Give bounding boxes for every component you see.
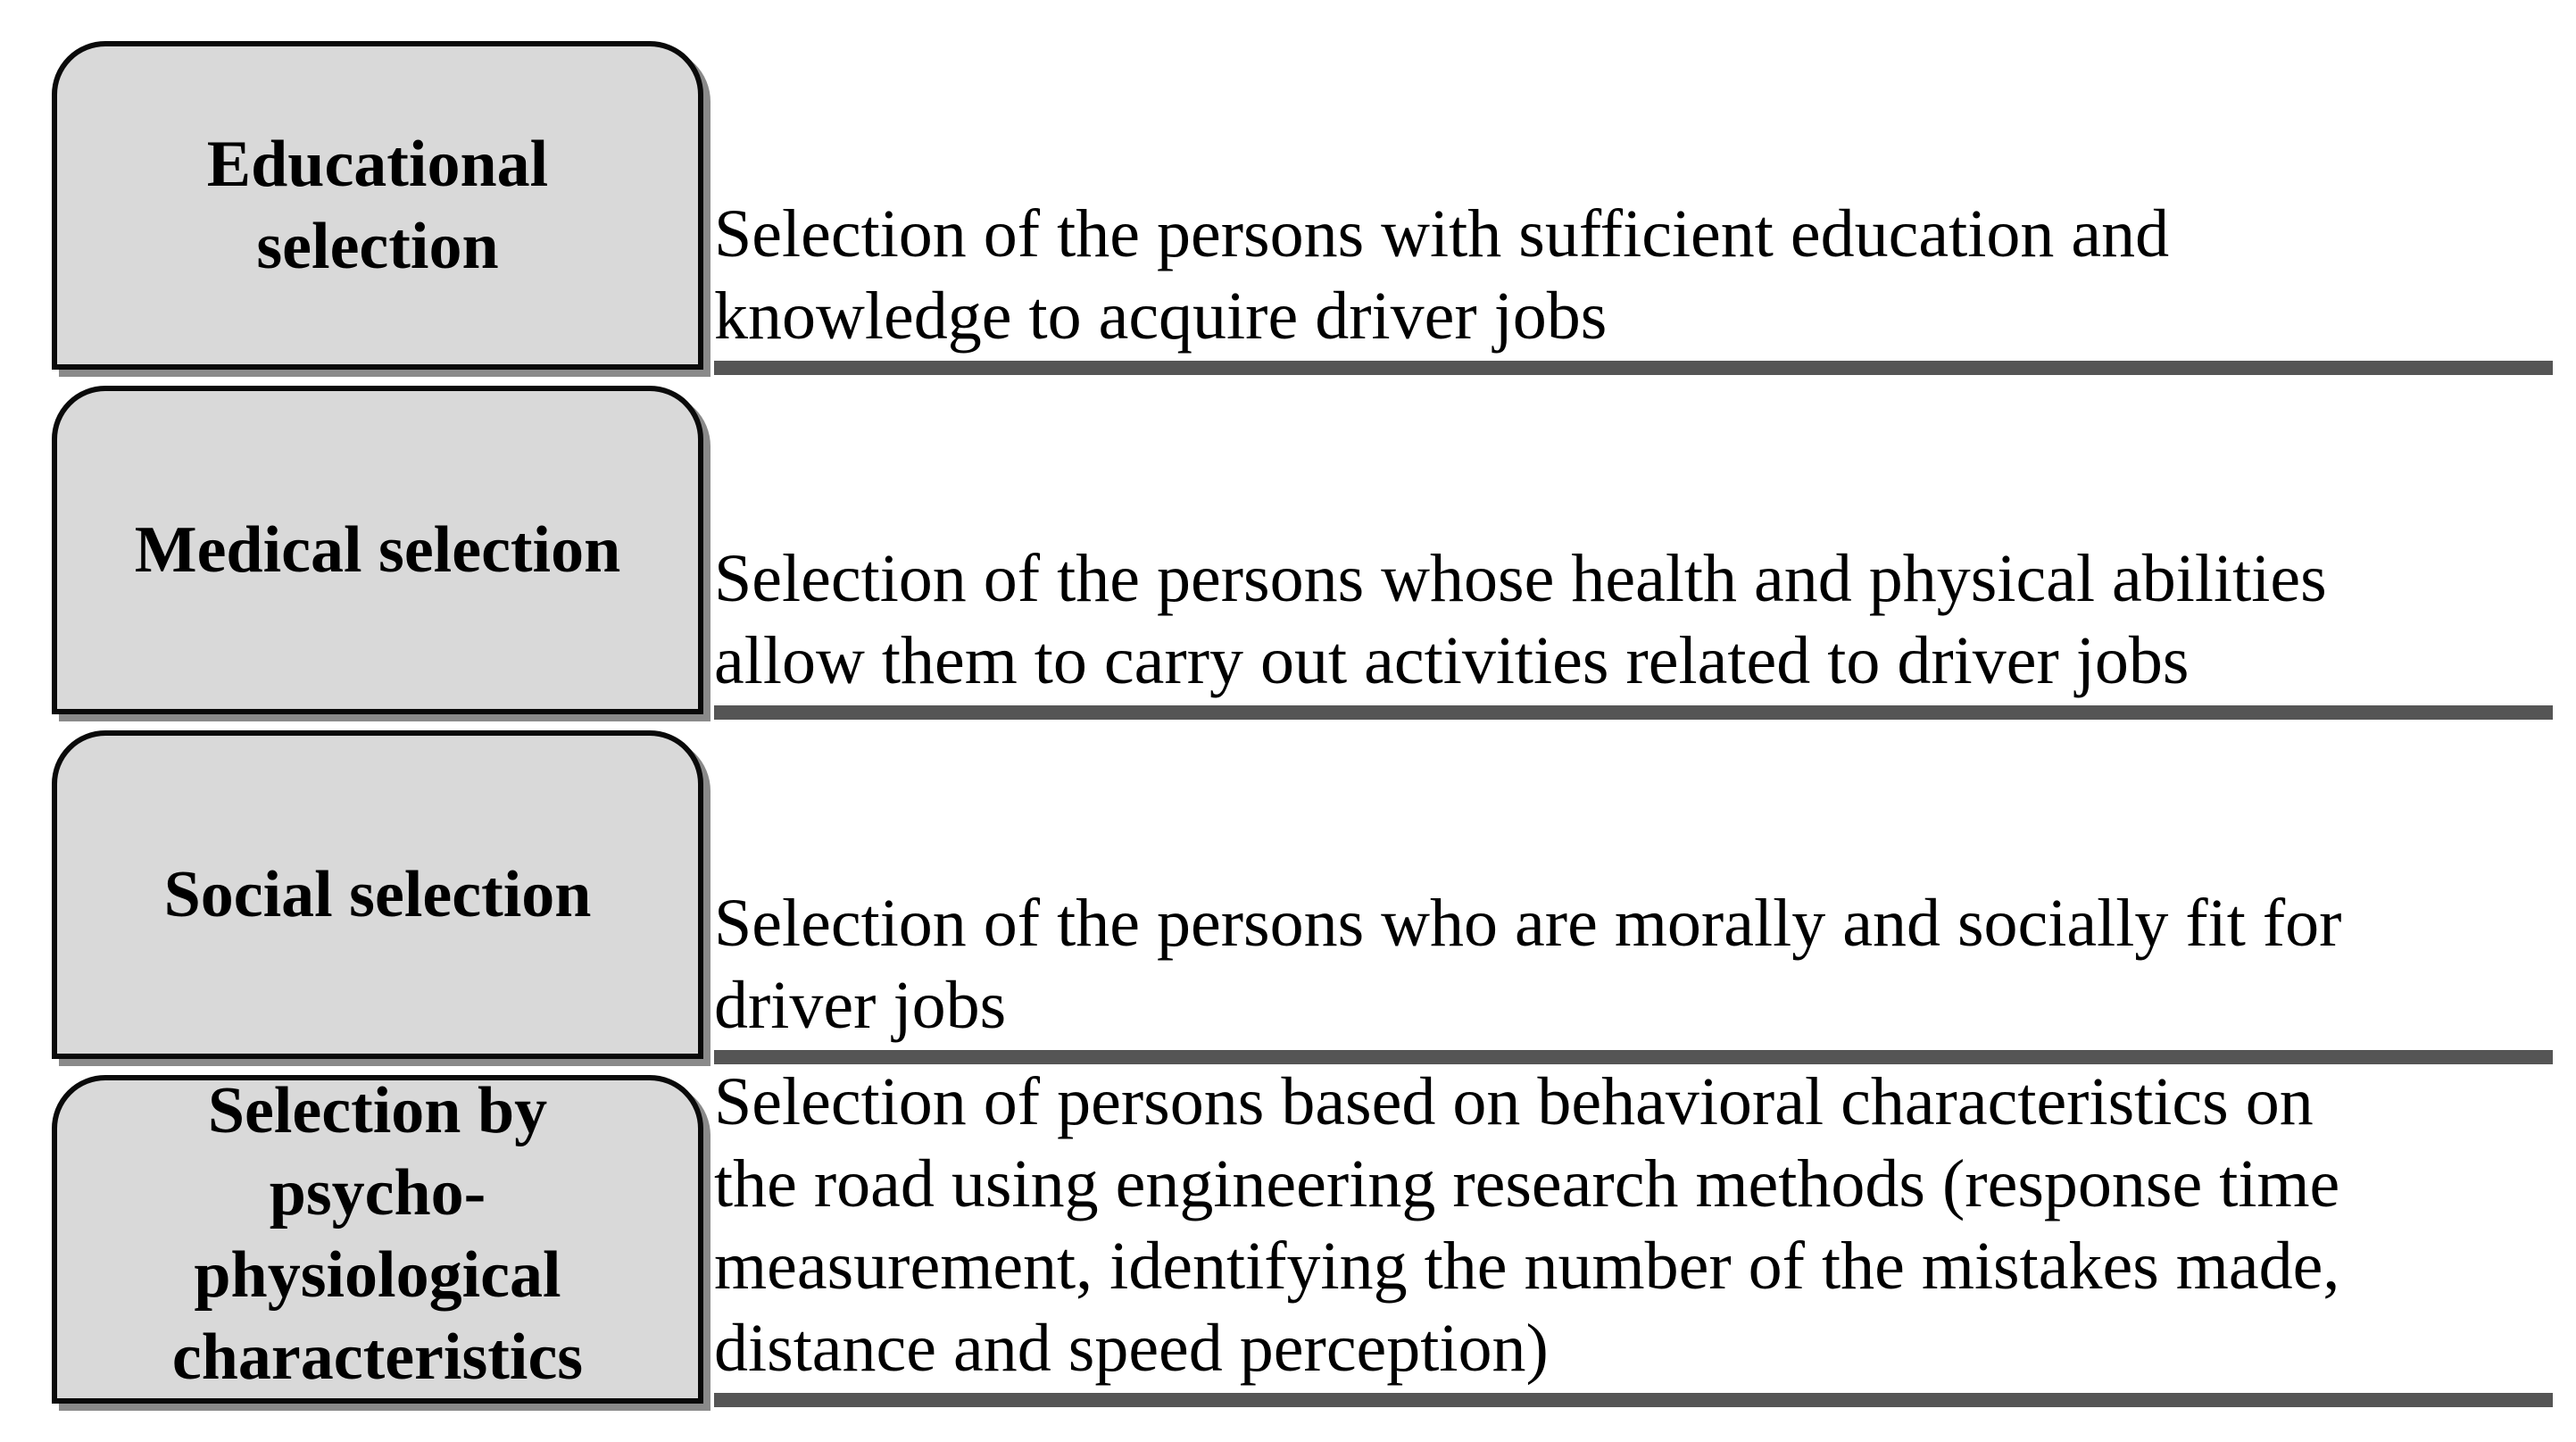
psychophysiological-selection-box [52, 1075, 703, 1404]
social-selection-label [146, 854, 610, 936]
psychophysiological-label-line-2: psycho- [269, 1156, 486, 1229]
psychophysiological-label-line-4: characteristics [171, 1321, 584, 1394]
psychophysiological-selection-label [154, 1070, 601, 1398]
medical-selection-divider [714, 705, 2553, 720]
educational-selection-box [52, 41, 703, 370]
psychophysiological-label-line-1: Selection by [207, 1074, 548, 1147]
psychophysiological-selection-divider [714, 1393, 2553, 1407]
educational-description-line-1: Selection of the persons with sufficient education and [714, 196, 2170, 271]
psychophysiological-selection-description [714, 1061, 2553, 1389]
educational-selection-label [189, 123, 566, 288]
medical-description-line-1: Selection of the persons whose health and physical abilities [714, 541, 2327, 616]
educational-selection-description [714, 193, 2553, 357]
psychophysiological-label-line-3: physiological [194, 1238, 561, 1312]
psychophysiological-description-line-4: distance and speed perception) [714, 1311, 1549, 1386]
social-selection-description [714, 882, 2553, 1046]
educational-selection-label-line-1: Educational [206, 128, 549, 201]
medical-description-line-2: allow them to carry out activities related to driver jobs [714, 623, 2190, 698]
psychophysiological-description-line-1: Selection of persons based on behavioral characteristics on [714, 1064, 2314, 1139]
social-selection-label-line-1: Social selection [163, 858, 592, 931]
psychophysiological-description-line-2: the road using engineering research methods (response time [714, 1146, 2340, 1221]
psychophysiological-description-line-3: measurement, identifying the number of the mistakes made, [714, 1229, 2340, 1304]
social-description-line-2: driver jobs [714, 968, 1007, 1043]
medical-selection-description [714, 538, 2553, 702]
medical-selection-label-line-1: Medical selection [134, 513, 621, 587]
medical-selection-label [117, 509, 639, 591]
social-selection-box [52, 730, 703, 1059]
social-description-line-1: Selection of the persons who are morally and socially fit for [714, 886, 2342, 961]
educational-selection-divider [714, 361, 2553, 375]
educational-selection-label-line-2: selection [256, 210, 499, 283]
educational-description-line-2: knowledge to acquire driver jobs [714, 279, 1608, 354]
medical-selection-box [52, 386, 703, 714]
